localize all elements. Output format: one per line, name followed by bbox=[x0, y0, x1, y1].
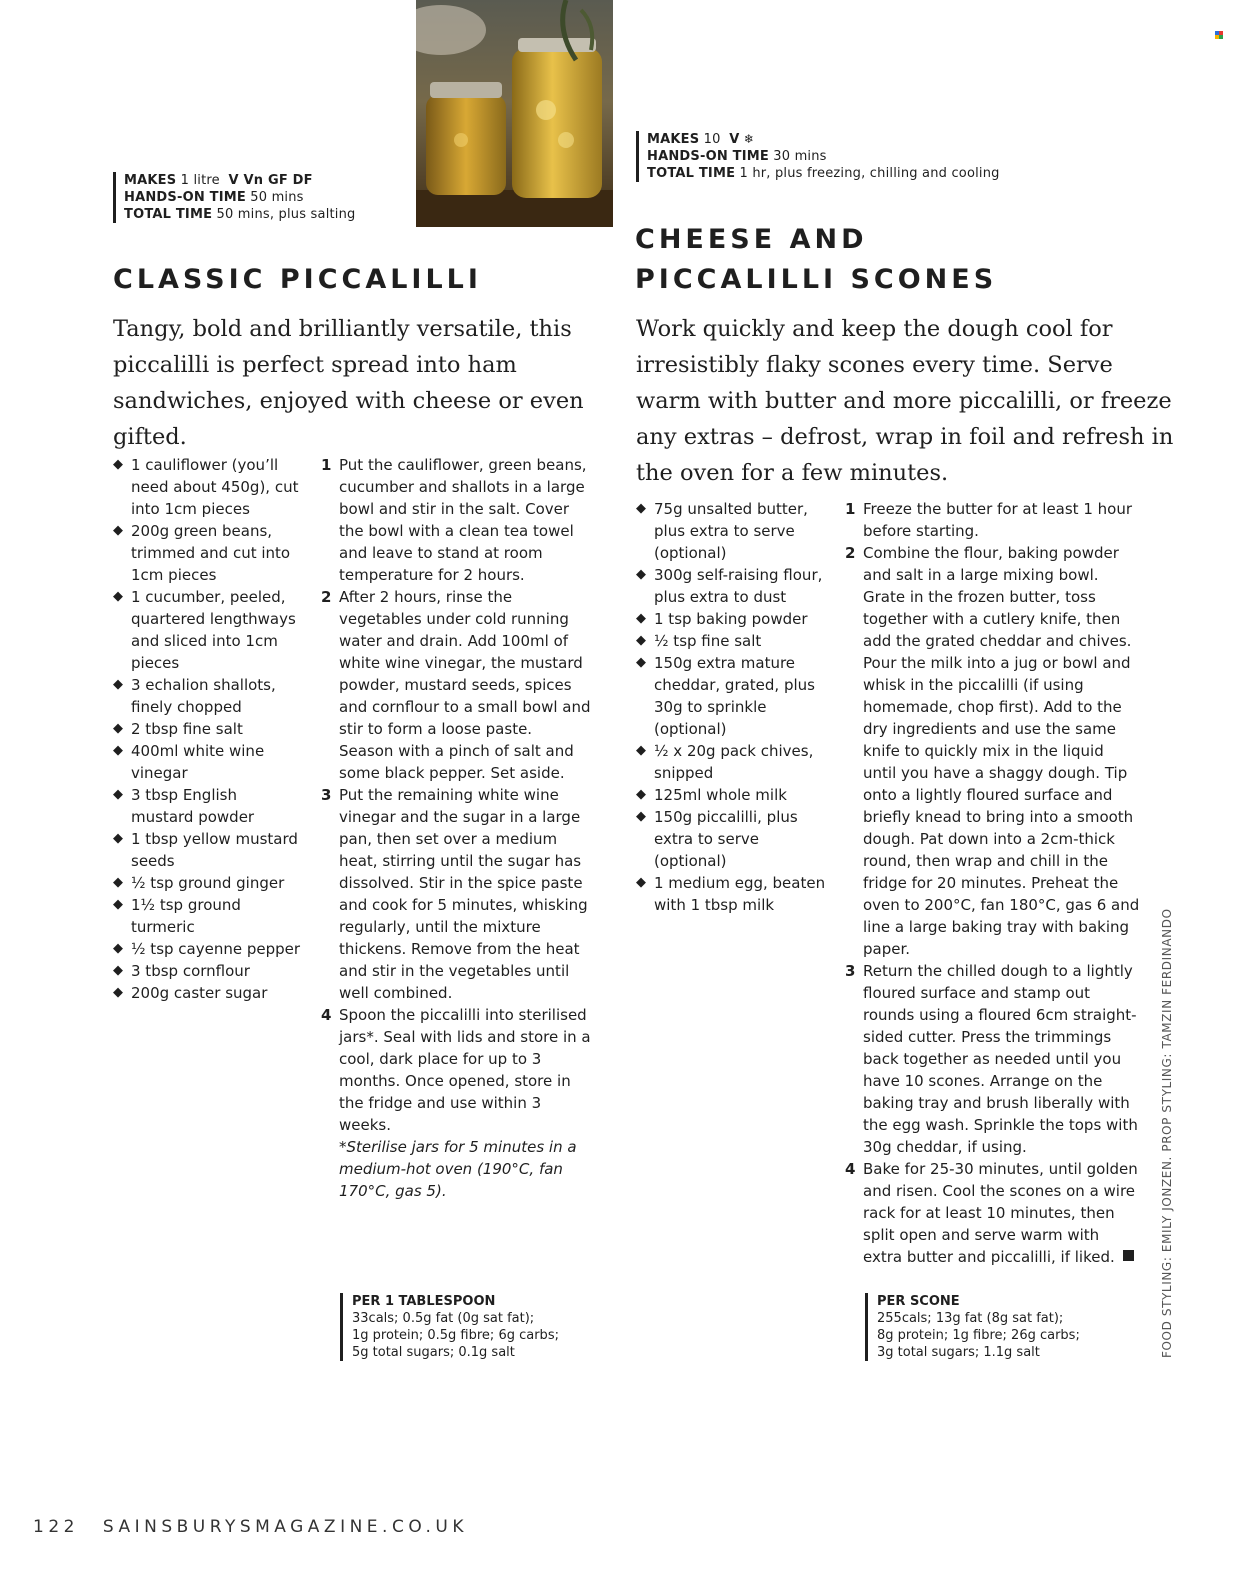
ingredient-item: ◆ 300g self-raising flour, plus extra to dust bbox=[636, 564, 836, 608]
method-step bbox=[845, 960, 1141, 1158]
right-ingredients-list bbox=[636, 498, 836, 916]
method-step bbox=[321, 454, 591, 586]
method-step bbox=[321, 784, 591, 1004]
step-text: Combine the flour, baking powder and salt in a large mixing bowl. Grate in the frozen butter, toss together with a cutlery knife, then add the grated cheddar and chives. Pour the milk into a jug or bowl and whisk in the piccalilli (if using homemade, chop first). Add to the dry ingredients and use the same knife to quickly mix in the liquid until you have a shaggy dough. Tip onto a lightly floured surface and briefly knead to bring into a smooth dough. Pat down into a 2cm-thick round, then wrap and chill in the fridge for 20 minutes. Preheat the oven to 200°C, fan 180°C, gas 6 and line a large baking tray with baking paper. bbox=[863, 544, 1140, 958]
left-nutrition-info bbox=[340, 1293, 559, 1361]
ingredient-item: ◆ ½ tsp fine salt bbox=[636, 630, 836, 652]
left-ingredients-list bbox=[113, 454, 303, 1004]
left-recipe-meta: MAKES 1 litre V Vn GF DF HANDS-ON TIME 50 mins TOTAL TIME 50 mins, plus salting bbox=[113, 172, 356, 223]
ingredient-item: ◆ 3 tbsp cornflour bbox=[113, 960, 303, 982]
right-recipe-intro: Work quickly and keep the dough cool for irresistibly flaky scones every time. Serve warm with butter and more piccalilli, or freeze any extras – defrost, wrap in foil and refresh in the oven for a few minutes. bbox=[636, 316, 1174, 486]
left-recipe-title: CLASSIC PICCALILLI bbox=[113, 264, 482, 295]
step-number: 1 bbox=[845, 500, 856, 518]
right-nutrition-info bbox=[865, 1293, 1080, 1361]
ingredient-item: ◆ ½ tsp ground ginger bbox=[113, 872, 303, 894]
step-number: 1 bbox=[321, 456, 332, 474]
website-link[interactable]: SAINSBURYSMAGAZINE.CO.UK bbox=[102, 1517, 469, 1537]
nutrition-line: 8g protein; 1g fibre; 26g carbs; bbox=[877, 1328, 1080, 1343]
step-number: 3 bbox=[321, 786, 332, 804]
ingredient-item: ◆ 200g caster sugar bbox=[113, 982, 303, 1004]
end-mark-icon bbox=[1123, 1250, 1134, 1261]
ingredient-item: ◆ 1 cucumber, peeled, quartered lengthways and sliced into 1cm pieces bbox=[113, 586, 303, 674]
nutrition-heading: PER 1 TABLESPOON bbox=[352, 1294, 496, 1309]
ingredient-item: ◆ 1 cauliflower (you’ll need about 450g), cut into 1cm pieces bbox=[113, 454, 303, 520]
ingredient-item: ◆ 3 tbsp English mustard powder bbox=[113, 784, 303, 828]
left-method-list bbox=[321, 454, 591, 1136]
left-method-column bbox=[321, 454, 591, 1202]
step-text: Put the cauliflower, green beans, cucumber and shallots in a large bowl and stir in the salt. Cover the bowl with a clean tea towel and leave to stand at room temperature for 2 hours. bbox=[339, 456, 587, 584]
nutrition-line: 3g total sugars; 1.1g salt bbox=[877, 1345, 1040, 1360]
ingredient-item: ◆ 200g green beans, trimmed and cut into 1cm pieces bbox=[113, 520, 303, 586]
ingredient-item: ◆ 75g unsalted butter, plus extra to serve (optional) bbox=[636, 498, 836, 564]
piccalilli-jars-photo bbox=[416, 0, 613, 227]
ingredient-item: ◆ 3 echalion shallots, finely chopped bbox=[113, 674, 303, 718]
step-text: Return the chilled dough to a lightly floured surface and stamp out rounds using a floured 6cm straight-sided cutter. Press the trimmings back together as needed until you have 10 scones. Arrange on the baking tray and brush liberally with the egg wash. Sprinkle the tops with 30g cheddar, if using. bbox=[863, 962, 1138, 1156]
method-step bbox=[321, 1004, 591, 1136]
step-number: 4 bbox=[845, 1160, 856, 1178]
ingredient-item: ◆ 1½ tsp ground turmeric bbox=[113, 894, 303, 938]
nutrition-line: 33cals; 0.5g fat (0g sat fat); bbox=[352, 1311, 535, 1326]
step-text: After 2 hours, rinse the vegetables under cold running water and drain. Add 100ml of white wine vinegar, the mustard powder, mustard seeds, spices and cornflour to a small bowl and stir to form a loose paste. Season with a pinch of salt and some black pepper. Set aside. bbox=[339, 588, 591, 782]
step-number: 2 bbox=[845, 544, 856, 562]
styling-credit: FOOD STYLING: EMILY JONZEN. PROP STYLING: TAMZIN FERDINANDO bbox=[1160, 908, 1174, 1358]
ingredient-item: ◆ 2 tbsp fine salt bbox=[113, 718, 303, 740]
ingredient-item: ◆ 400ml white wine vinegar bbox=[113, 740, 303, 784]
right-recipe-meta: MAKES 10 V ❄ HANDS-ON TIME 30 mins TOTAL TIME 1 hr, plus freezing, chilling and cooling bbox=[636, 131, 1000, 182]
nutrition-heading: PER SCONE bbox=[877, 1294, 960, 1309]
ingredient-item: ◆ 150g piccalilli, plus extra to serve (optional) bbox=[636, 806, 836, 872]
ingredient-item: ◆ 125ml whole milk bbox=[636, 784, 836, 806]
method-step bbox=[845, 498, 1141, 542]
step-number: 3 bbox=[845, 962, 856, 980]
step-text: Freeze the butter for at least 1 hour before starting. bbox=[863, 500, 1132, 540]
nutrition-line: 255cals; 13g fat (8g sat fat); bbox=[877, 1311, 1064, 1326]
method-step bbox=[321, 586, 591, 784]
right-recipe-title: CHEESE AND PICCALILLI SCONES bbox=[635, 224, 998, 295]
page-number: 122 bbox=[33, 1517, 79, 1537]
ingredient-item: ◆ ½ x 20g pack chives, snipped bbox=[636, 740, 836, 784]
ingredient-item: ◆ 1 medium egg, beaten with 1 tbsp milk bbox=[636, 872, 836, 916]
ingredient-item: ◆ 1 tbsp yellow mustard seeds bbox=[113, 828, 303, 872]
ingredient-item: ◆ ½ tsp cayenne pepper bbox=[113, 938, 303, 960]
method-step bbox=[845, 542, 1141, 960]
step-text: Spoon the piccalilli into sterilised jars*. Seal with lids and store in a cool, dark place for up to 3 months. Once opened, store in the fridge and use within 3 weeks. bbox=[339, 1006, 591, 1134]
right-method-list bbox=[845, 498, 1141, 1268]
step-number: 4 bbox=[321, 1006, 332, 1024]
step-text: Bake for 25-30 minutes, until golden and risen. Cool the scones on a wire rack for at least 10 minutes, then split open and serve warm with extra butter and piccalilli, if liked. bbox=[863, 1160, 1138, 1266]
ingredient-item: ◆ 1 tsp baking powder bbox=[636, 608, 836, 630]
sterilise-note: *Sterilise jars for 5 minutes in a medium-hot oven (190°C, fan 170°C, gas 5). bbox=[339, 1138, 577, 1200]
ingredient-item: ◆ 150g extra mature cheddar, grated, plus 30g to sprinkle (optional) bbox=[636, 652, 836, 740]
page-footer bbox=[33, 1517, 468, 1537]
nutrition-line: 5g total sugars; 0.1g salt bbox=[352, 1345, 515, 1360]
left-recipe-intro: Tangy, bold and brilliantly versatile, this piccalilli is perfect spread into ham sandwiches, enjoyed with cheese or even gifted. bbox=[113, 316, 584, 450]
snowflake-icon: ❄ bbox=[743, 132, 755, 146]
method-step bbox=[845, 1158, 1141, 1268]
nutrition-line: 1g protein; 0.5g fibre; 6g carbs; bbox=[352, 1328, 559, 1343]
brand-logo-icon bbox=[1215, 31, 1223, 39]
step-number: 2 bbox=[321, 588, 332, 606]
step-text: Put the remaining white wine vinegar and the sugar in a large pan, then set over a medium heat, stirring until the sugar has dissolved. Stir in the spice paste and cook for 5 minutes, whisking regularly, until the mixture thickens. Remove from the heat and stir in the vegetables until well combined. bbox=[339, 786, 588, 1002]
